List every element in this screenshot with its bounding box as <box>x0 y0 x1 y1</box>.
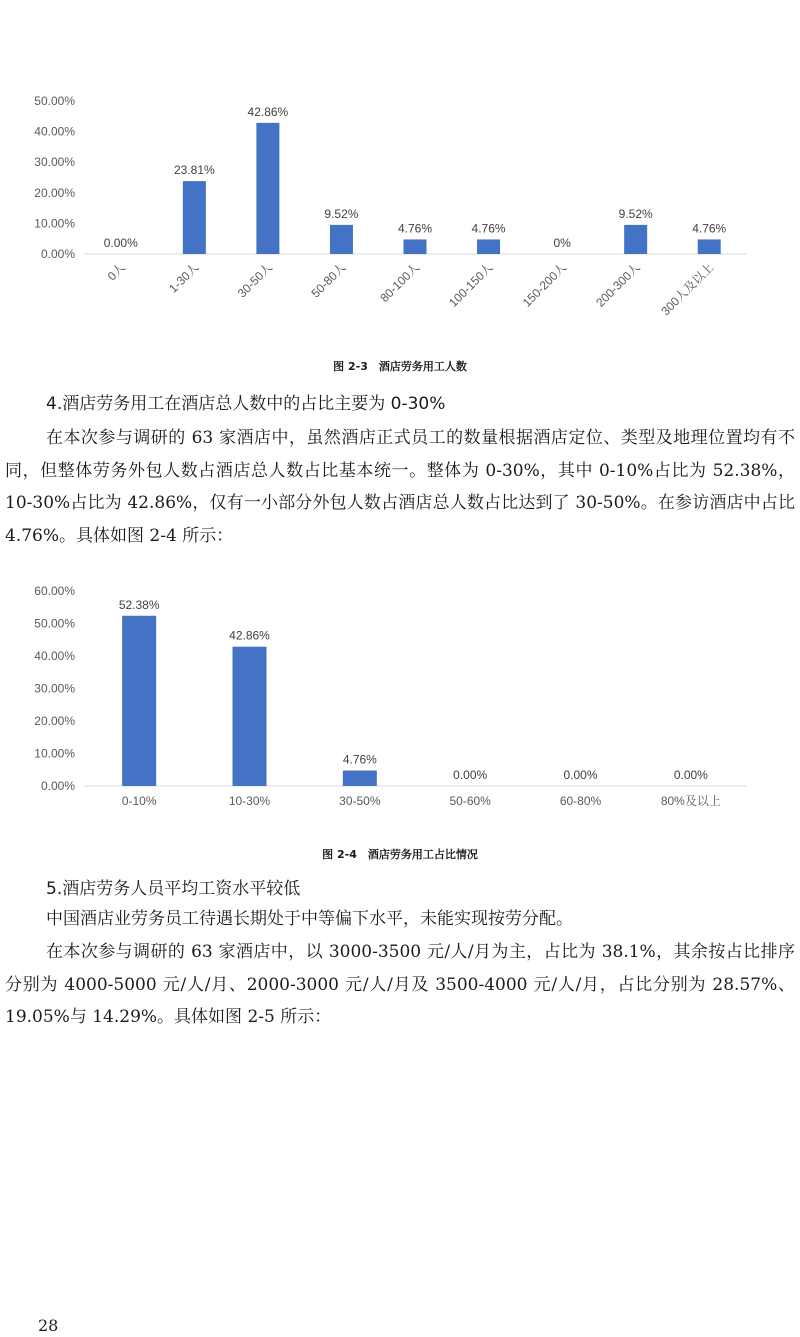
y-tick-label: 10.00% <box>34 746 75 761</box>
bar <box>698 239 721 254</box>
figure-2-4-chart <box>0 578 800 823</box>
y-tick-label: 40.00% <box>34 124 75 139</box>
data-label: 42.86% <box>229 628 270 643</box>
y-tick-label: 10.00% <box>34 216 75 231</box>
data-label: 52.38% <box>118 597 160 612</box>
data-label: 0.00% <box>103 236 138 250</box>
category-label: 50-80人 <box>308 260 349 301</box>
section-5-heading: 5.酒店劳务人员平均工资水平较低 <box>46 879 301 899</box>
data-label: 9.52% <box>618 206 653 221</box>
y-tick-label: 30.00% <box>34 155 75 170</box>
bar <box>183 181 206 254</box>
bar <box>404 239 427 254</box>
bar <box>477 239 500 254</box>
y-tick-label: 50.00% <box>34 616 75 631</box>
y-tick-label: 0.00% <box>40 247 75 261</box>
section-4-heading: 4.酒店劳务用工在酒店总人数中的占比主要为 0-30% <box>46 394 446 414</box>
page-number: 28 <box>38 1316 59 1335</box>
category-label: 200-300人 <box>593 260 643 310</box>
data-label: 0.00% <box>453 768 488 782</box>
y-tick-label: 40.00% <box>34 649 75 663</box>
category-label: 150-200人 <box>519 260 570 310</box>
y-tick-label: 50.00% <box>34 94 75 108</box>
section-5-paragraph-1: 中国酒店业劳务员工待遇长期处于中等偏下水平，未能实现按劳分配。 <box>46 909 573 929</box>
bar <box>343 771 377 786</box>
figure-2-4-caption: 图 2-4 酒店劳务用工占比情况 <box>322 848 478 861</box>
figure-2-3-svg <box>0 80 800 340</box>
category-label: 100-150人 <box>446 260 496 310</box>
category-label: 30-50% <box>339 794 381 808</box>
section-5-paragraph-2: 在本次参与调研的 63 家酒店中，以 3000-3500 元/人/月为主，占比为 38.1%，其余按占比排序分别为 4000-5000 元/人/月、2000-3000 元/人/月及 3500-4000 元/人/月，占比分别为 28.57%、19.05%与 14.29%。具体如图 2-5 所示： <box>5 942 795 1027</box>
category-label: 1-30人 <box>166 260 202 296</box>
category-label: 30-50人 <box>234 260 276 301</box>
y-tick-label: 60.00% <box>34 584 75 598</box>
data-label: 9.52% <box>324 206 359 221</box>
bar <box>330 225 353 254</box>
category-label: 0人 <box>104 260 128 284</box>
y-tick-label: 30.00% <box>34 681 75 696</box>
y-tick-label: 20.00% <box>34 714 75 728</box>
data-label: 4.76% <box>471 221 506 236</box>
data-label: 42.86% <box>247 104 289 119</box>
category-label: 0-10% <box>121 794 157 808</box>
bar <box>233 647 267 786</box>
category-label: 80-100人 <box>377 260 423 306</box>
section-4-paragraph: 在本次参与调研的 63 家酒店中，虽然酒店正式员工的数量根据酒店定位、类型及地理位置均有不同，但整体劳务外包人数占酒店总人数占比基本统一。整体为 0-30%，其中 0-10%占比为 52.38%，10-30%占比为 42.86%，仅有一小部分外包人数占酒店总人数占比达到了 30-50%。在参访酒店中占比 4.76%。具体如图 2-4 所示： <box>5 428 795 546</box>
figure-2-4-svg <box>0 578 800 823</box>
category-label: 300人及以上 <box>658 260 717 319</box>
data-label: 0.00% <box>673 768 708 782</box>
bar <box>256 123 279 254</box>
figure-2-3-chart <box>0 80 800 340</box>
category-label: 50-60% <box>449 794 491 808</box>
category-label: 60-80% <box>559 794 602 808</box>
data-label: 4.76% <box>692 221 727 236</box>
data-label: 0.00% <box>563 768 598 782</box>
data-label: 4.76% <box>342 752 377 767</box>
category-label: 80%及以上 <box>660 794 721 808</box>
data-label: 4.76% <box>397 221 433 236</box>
bar <box>122 616 156 786</box>
y-tick-label: 20.00% <box>34 185 75 200</box>
data-label: 23.81% <box>173 163 215 178</box>
y-tick-label: 0.00% <box>40 779 75 793</box>
data-label: 0% <box>553 236 571 250</box>
category-label: 10-30% <box>228 794 271 808</box>
figure-2-3-caption: 图 2-3 酒店劳务用工人数 <box>333 360 467 373</box>
bar <box>624 225 647 254</box>
